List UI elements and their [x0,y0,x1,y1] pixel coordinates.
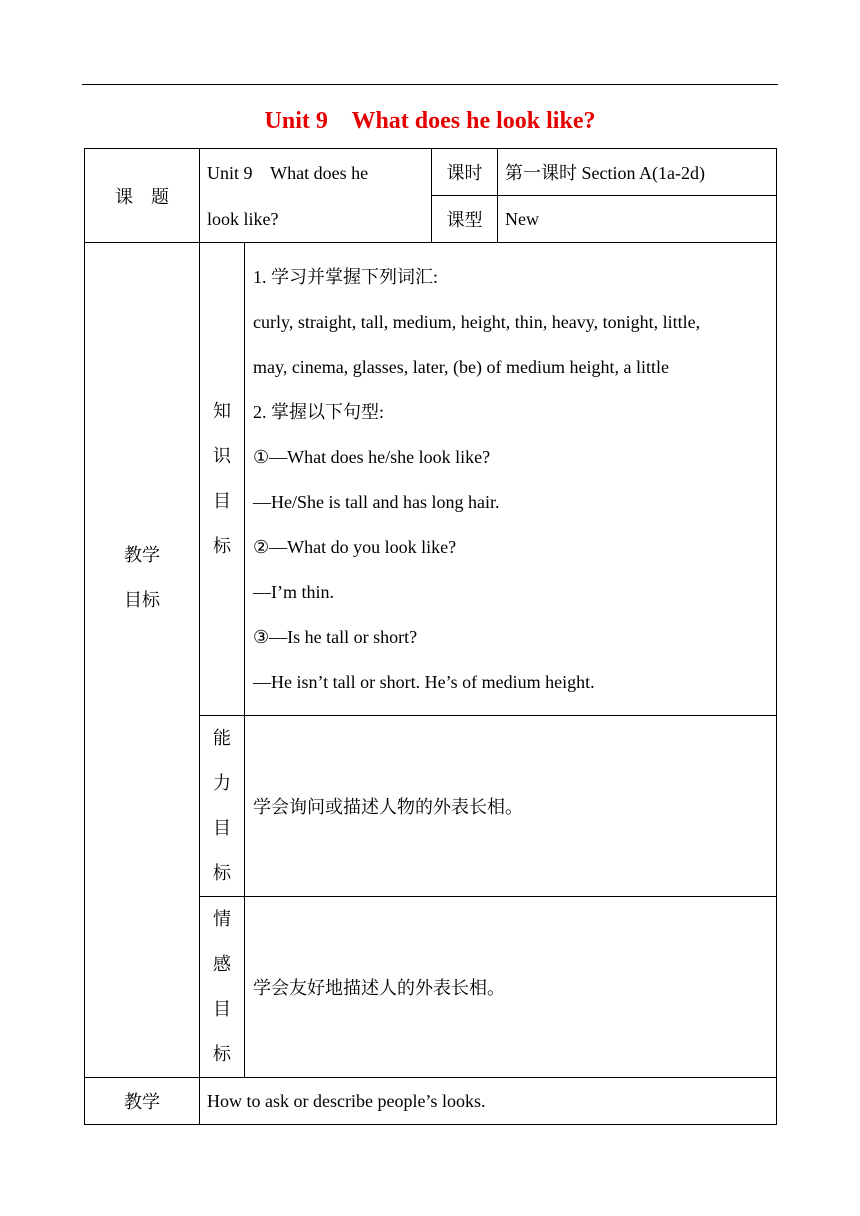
type-value: New [498,196,777,243]
topic-value [200,149,432,243]
period-label: 课时 [432,149,498,196]
ability-label-char: 目 [213,818,231,838]
topic-value-line2: look like? [207,208,279,229]
emotion-label-char: 标 [213,1044,231,1064]
emotion-objective-content: 学会友好地描述人的外表长相。 [245,897,777,1078]
key-points-label: 教学 [85,1078,200,1125]
objectives-label-line1: 教学 [124,545,160,565]
knowledge-line: —He/She is tall and has long hair. [253,492,500,512]
knowledge-objective-content [245,243,777,716]
emotion-label-char: 目 [213,999,231,1019]
ability-label-char: 力 [213,773,231,793]
knowledge-line: ③—Is he tall or short? [253,627,418,647]
knowledge-line: —He isn’t tall or short. He’s of medium height. [253,672,595,692]
topic-value-line1: Unit 9 What does he [207,162,369,183]
knowledge-label-char: 目 [213,491,231,511]
knowledge-label-char: 标 [213,536,231,556]
knowledge-line: 2. 掌握以下句型: [253,402,385,422]
knowledge-line: ②—What do you look like? [253,537,457,557]
header-rule [82,84,778,85]
key-points-content: How to ask or describe people’s looks. [200,1078,777,1125]
period-value: 第一课时 Section A(1a-2d) [498,149,777,196]
type-label: 课型 [432,196,498,243]
ability-objective-content: 学会询问或描述人物的外表长相。 [245,716,777,897]
ability-objective-label [200,716,245,897]
topic-label: 课 题 [85,149,200,243]
ability-label-char: 能 [213,728,231,748]
emotion-label-char: 感 [213,954,231,974]
emotion-label-char: 情 [213,909,231,929]
objectives-label-line2: 目标 [124,590,160,610]
document-title: Unit 9 What does he look like? [264,108,596,134]
knowledge-line: —I’m thin. [253,582,334,602]
knowledge-label-char: 知 [213,401,231,421]
ability-label-char: 标 [213,863,231,883]
lesson-plan-table [84,148,777,1125]
knowledge-line: 1. 学习并掌握下列词汇: [253,267,439,287]
knowledge-line: ①—What does he/she look like? [253,447,491,467]
knowledge-line: curly, straight, tall, medium, height, thin, heavy, tonight, little, [253,312,701,332]
knowledge-objective-label [200,243,245,716]
knowledge-label-char: 识 [213,446,231,466]
emotion-objective-label [200,897,245,1078]
objectives-label [85,243,200,1078]
knowledge-line: may, cinema, glasses, later, (be) of medium height, a little [253,357,669,377]
